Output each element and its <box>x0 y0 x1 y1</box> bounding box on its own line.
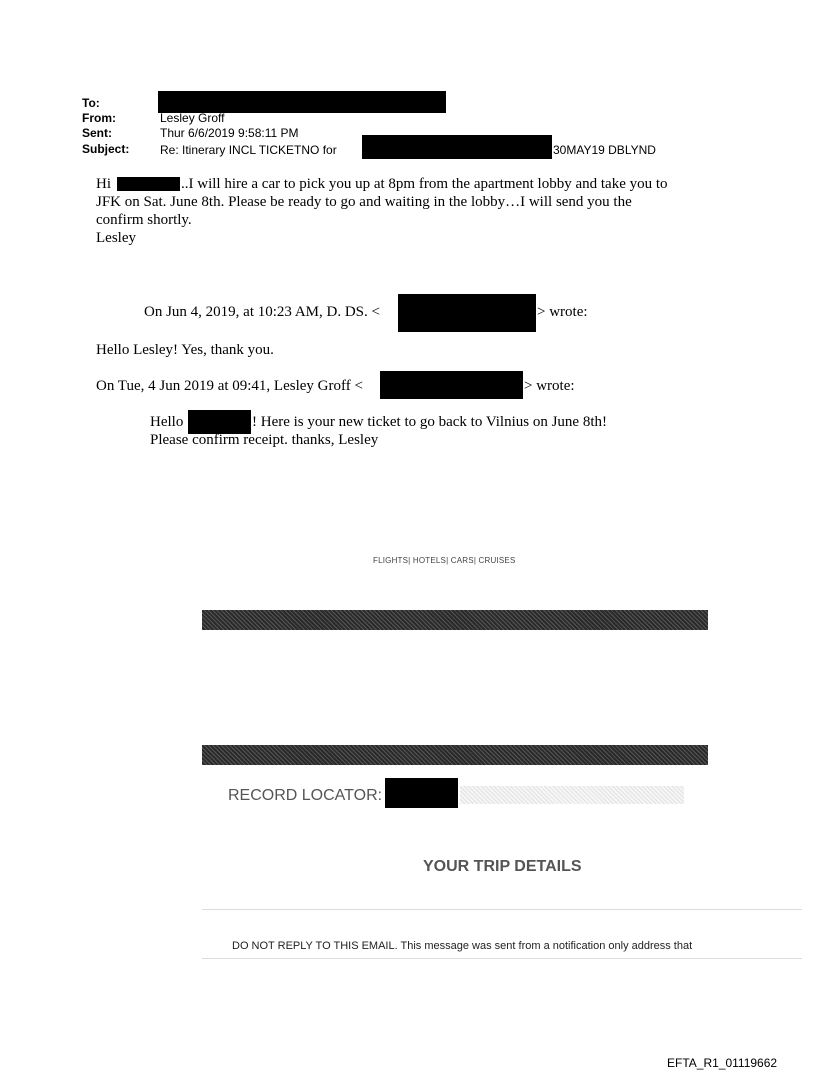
message-line-1: ..I will hire a car to pick you up at 8pm from the apartment lobby and take you to <box>181 176 668 192</box>
to-label: To: <box>82 96 100 110</box>
from-value: Lesley Groff <box>160 111 225 125</box>
redacted-recipient-name-2 <box>188 410 251 434</box>
header-banner-image <box>202 610 708 630</box>
quote1-wrote: > wrote: <box>537 304 588 320</box>
divider-bottom <box>202 958 802 959</box>
redacted-sender-email <box>398 294 536 332</box>
subject-prefix: Re: Itinerary INCL TICKETNO for <box>160 143 337 157</box>
quote1-intro: On Jun 4, 2019, at 10:23 AM, D. DS. < <box>144 304 380 320</box>
quote2-line-1: ! Here is your new ticket to go back to Vilnius on June 8th! <box>252 414 608 430</box>
divider-top <box>202 909 802 910</box>
quote2-intro: On Tue, 4 Jun 2019 at 09:41, Lesley Groff < <box>96 378 363 394</box>
redacted-record-locator <box>385 778 458 808</box>
redacted-to-address <box>158 91 446 113</box>
sent-label: Sent: <box>82 126 112 140</box>
message-line-3: confirm shortly. <box>96 212 192 228</box>
quote2-hello: Hello <box>150 414 184 430</box>
do-not-reply-notice: DO NOT REPLY TO THIS EMAIL. This message was sent from a notification only address that <box>232 940 693 952</box>
message-line-2: JFK on Sat. June 8th. Please be ready to go and waiting in the lobby…I will send you the <box>96 194 632 210</box>
record-locator-label: RECORD LOCATOR: <box>228 787 383 804</box>
quote2-line-2: Please confirm receipt. thanks, Lesley <box>150 432 379 448</box>
message-signature: Lesley <box>96 230 136 246</box>
subject-label: Subject: <box>82 142 130 156</box>
sent-value: Thur 6/6/2019 9:58:11 PM <box>160 126 299 140</box>
document-id: EFTA_R1_01119662 <box>667 1056 778 1070</box>
section-banner-image <box>202 745 708 765</box>
subject-suffix: 30MAY19 DBLYND <box>553 143 656 157</box>
message-greeting: Hi <box>96 176 111 192</box>
travel-nav-links: FLIGHTS| HOTELS| CARS| CRUISES <box>373 556 516 565</box>
redacted-recipient-name <box>117 177 180 191</box>
quote2-wrote: > wrote: <box>524 378 575 394</box>
trip-details-heading: YOUR TRIP DETAILS <box>423 858 582 875</box>
redacted-lesley-email <box>380 371 523 399</box>
from-label: From: <box>82 111 116 125</box>
redacted-subject-name <box>362 135 552 159</box>
record-locator-field-image <box>460 786 684 804</box>
quote1-reply: Hello Lesley! Yes, thank you. <box>96 342 274 358</box>
